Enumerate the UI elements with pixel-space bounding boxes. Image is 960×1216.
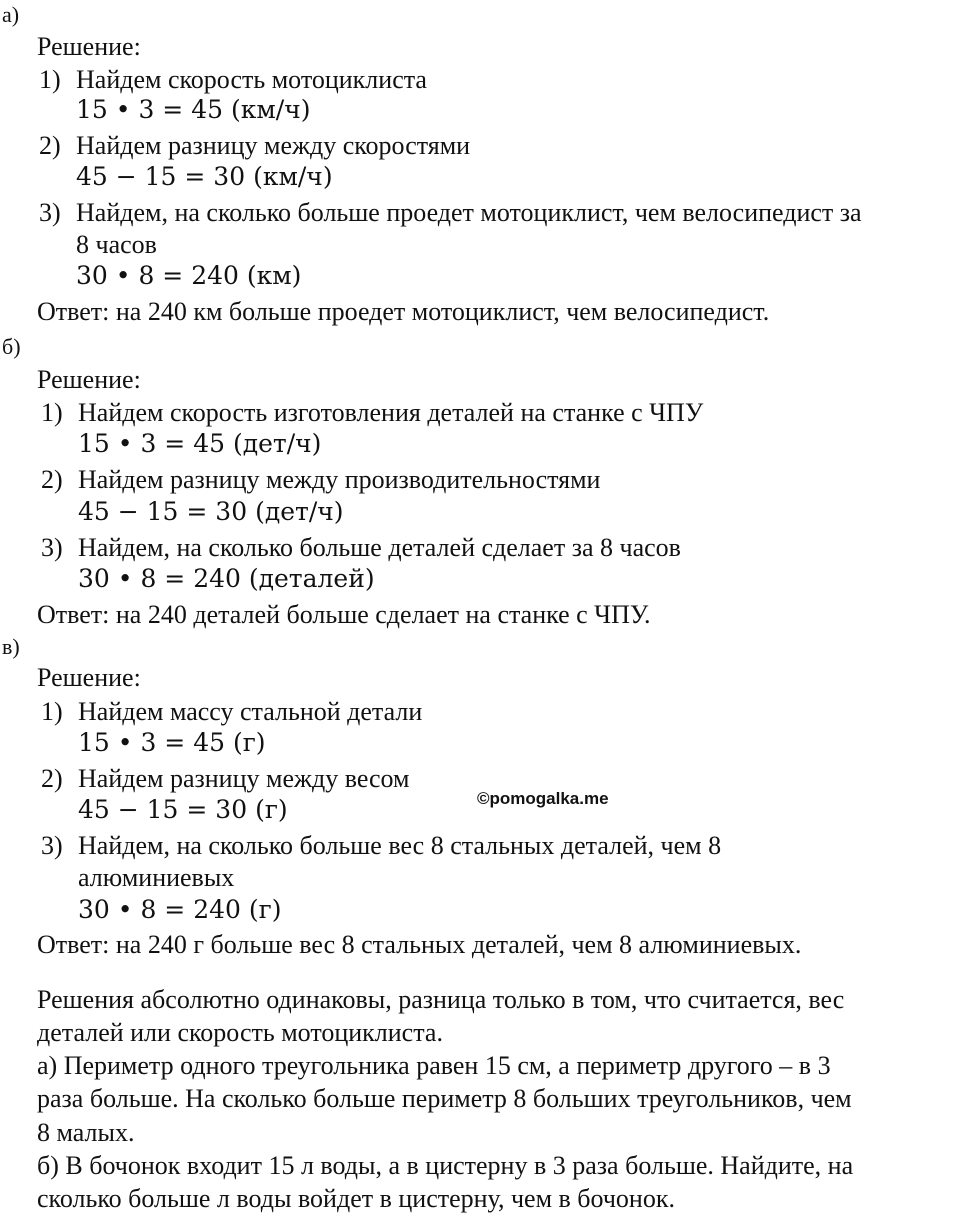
step-number: 3)	[41, 533, 63, 562]
part-label: а)	[2, 2, 20, 27]
step-text: Найдем скорость мотоциклиста	[76, 65, 427, 94]
step-formula: 45 − 15 = 30 (км/ч)	[76, 162, 333, 191]
step-number: 1)	[41, 398, 63, 427]
step-text-continuation: алюминиевых	[78, 863, 235, 892]
part-label: в)	[2, 634, 20, 659]
conclusion-line: а) Периметр одного треугольника равен 15 см, а периметр другого – в 3	[37, 1051, 831, 1080]
conclusion-line: 8 малых.	[37, 1118, 135, 1147]
step-number: 1)	[39, 65, 61, 94]
answer-line: Ответ: на 240 деталей больше сделает на станке с ЧПУ.	[37, 600, 651, 629]
solution-heading: Решение:	[37, 32, 141, 61]
conclusion-line: б) В бочонок входит 15 л воды, а в цистерну в 3 раза больше. Найдите, на	[37, 1151, 854, 1180]
conclusion-line: раза больше. На сколько больше периметр 8 больших треугольников, чем	[37, 1084, 852, 1113]
conclusion-line: деталей или скорость мотоциклиста.	[37, 1018, 443, 1047]
step-number: 3)	[39, 198, 61, 227]
step-text-continuation: 8 часов	[76, 230, 157, 259]
step-text: Найдем разницу между производительностями	[78, 465, 601, 494]
solution-heading: Решение:	[37, 663, 141, 692]
step-text: Найдем массу стальной детали	[78, 697, 423, 726]
step-text: Найдем разницу между скоростями	[76, 131, 471, 160]
step-formula: 30 • 8 = 240 (г)	[78, 895, 282, 924]
step-text: Найдем, на сколько больше вес 8 стальных деталей, чем 8	[78, 831, 722, 860]
step-number: 2)	[39, 131, 61, 160]
solution-heading: Решение:	[37, 365, 141, 394]
step-formula: 30 • 8 = 240 (км)	[76, 261, 302, 290]
step-formula: 45 − 15 = 30 (дет/ч)	[78, 497, 344, 526]
step-formula: 45 − 15 = 30 (г)	[78, 795, 288, 824]
conclusion-line: сколько больше л воды войдет в цистерну, чем в бочонок.	[37, 1184, 675, 1213]
part-label: б)	[2, 334, 21, 359]
watermark: ©pomogalka.me	[477, 789, 609, 808]
step-text: Найдем, на сколько больше деталей сделает за 8 часов	[78, 533, 681, 562]
step-text: Найдем, на сколько больше проедет мотоциклист, чем велосипедист за	[76, 198, 862, 227]
step-number: 3)	[41, 831, 63, 860]
step-number: 2)	[41, 764, 63, 793]
step-text: Найдем разницу между весом	[78, 764, 410, 793]
step-number: 2)	[41, 465, 63, 494]
answer-line: Ответ: на 240 г больше вес 8 стальных деталей, чем 8 алюминиевых.	[37, 930, 802, 959]
step-formula: 15 • 3 = 45 (км/ч)	[76, 95, 311, 124]
step-formula: 15 • 3 = 45 (дет/ч)	[78, 429, 322, 458]
step-formula: 30 • 8 = 240 (деталей)	[78, 564, 375, 593]
step-number: 1)	[41, 697, 63, 726]
step-text: Найдем скорость изготовления деталей на станке с ЧПУ	[78, 398, 704, 427]
conclusion-line: Решения абсолютно одинаковы, разница только в том, что считается, вес	[37, 985, 845, 1014]
step-formula: 15 • 3 = 45 (г)	[78, 728, 266, 757]
answer-line: Ответ: на 240 км больше проедет мотоциклист, чем велосипедист.	[37, 297, 770, 326]
